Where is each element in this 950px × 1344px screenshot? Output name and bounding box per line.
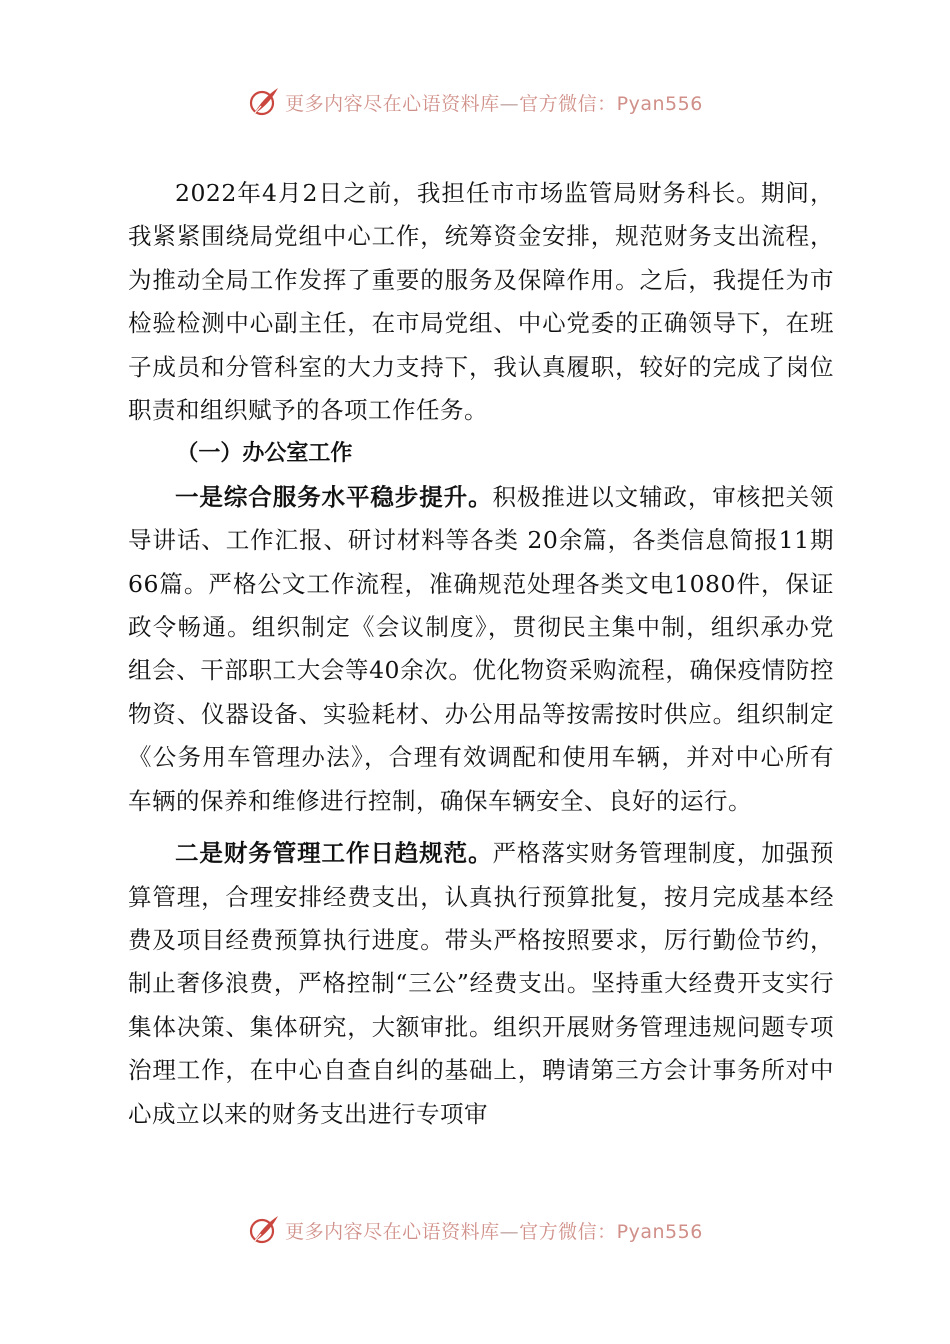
paragraph-body: 积极推进以文辅政，审核把关领导讲话、工作汇报、研讨材料等各类 20余篇，各类信息简报11期66篇。严格公文工作流程，准确规范处理各类文电1080件，保证政令畅通。组织制定《会议制度》，贯彻民主集中制，组织承办党组会、干部职工大会等40余次。优化物资采购流程，确保疫情防控物资、仪器设备、实验耗材、办公用品等按需按时供应。组织制定《公务用车管理办法》，合理有效调配和使用车辆，并对中心所有车辆的保养和维修进行控制，确保车辆安全、良好的运行。 xyxy=(128,482,834,815)
paragraph-comprehensive-service xyxy=(128,476,834,823)
watermark-header xyxy=(0,82,950,122)
section-heading-office: （一）办公室工作 xyxy=(176,441,353,467)
watermark-text: 更多内容尽在心语资料库—官方微信：Pyan556 xyxy=(285,1220,703,1243)
watermark-text: 更多内容尽在心语资料库—官方微信：Pyan556 xyxy=(285,92,703,115)
intro-paragraph: 2022年4月2日之前，我担任市市场监管局财务科长。期间，我紧紧围绕局党组中心工作，统筹资金安排，规范财务支出流程，为推动全局工作发挥了重要的服务及保障作用。之后，我提任为市检验检测中心副主任，在市局党组、中心党委的正确领导下，在班子成员和分管科室的大力支持下，我认真履职，较好的完成了岗位职责和组织赋予的各项工作任务。 xyxy=(128,179,834,425)
paragraph-financial-management xyxy=(128,832,834,1136)
paragraph-lead: 一是综合服务水平稳步提升。 xyxy=(175,482,493,511)
watermark-footer xyxy=(0,1210,950,1250)
document-body xyxy=(128,172,834,1136)
paragraph-lead: 二是财务管理工作日趋规范。 xyxy=(175,839,493,868)
paragraph-body: 严格落实财务管理制度，加强预算管理，合理安排经费支出，认真执行预算批复，按月完成基本经费及项目经费预算执行进度。带头严格按照要求，厉行勤俭节约，制止奢侈浪费，严格控制“三公”经费支出。坚持重大经费开支实行集体决策、集体研究，大额审批。组织开展财务管理违规问题专项治理工作，在中心自查自纠的基础上，聘请第三方会计事务所对中心成立以来的财务支出进行专项审 xyxy=(128,839,834,1128)
quill-logo-icon xyxy=(247,1213,281,1247)
quill-logo-icon xyxy=(247,85,281,119)
